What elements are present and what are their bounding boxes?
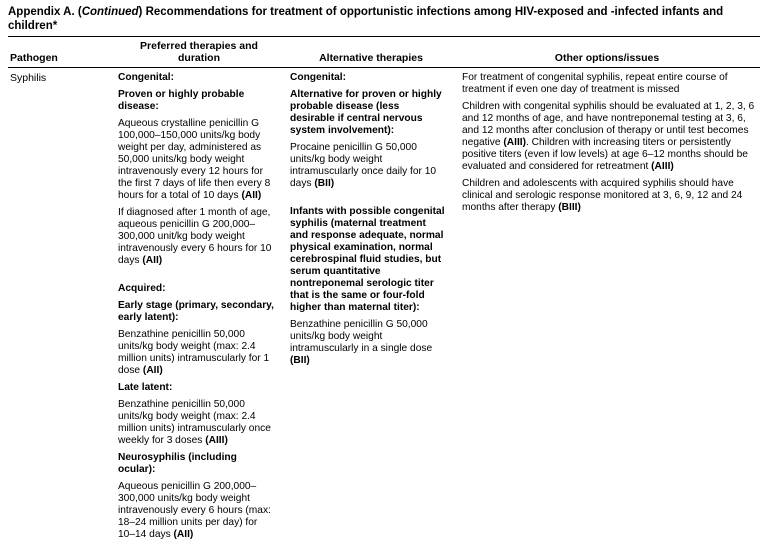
table-header-row	[8, 37, 760, 68]
therapy-heading: Congenital:	[290, 72, 347, 83]
therapy-paragraph: Benzathine penicillin 50,000 units/kg body weight (max: 2.4 million units) intramuscularly once weekly for 3 doses (AIII)	[118, 399, 271, 446]
therapy-heading: Infants with possible congenital syphilis (maternal treatment and response adequate, normal physical examination, normal cerebrospinal fluid studies, but serum quantitative nontreponemal serologic titer that is the same or four-fold higher than maternal titer):	[290, 206, 445, 313]
title-rest: ) Recommendations for treatment of opportunistic infections among HIV-exposed and -infected infants and children*	[8, 6, 724, 32]
therapy-paragraph: For treatment of congenital syphilis, repeat entire course of treatment if even one day of treatment is missed	[462, 72, 728, 95]
alternative-therapies-cell	[288, 68, 460, 546]
column-header-pathogen-label: Pathogen	[10, 51, 58, 64]
therapy-paragraph: Children and adolescents with acquired syphilis should have clinical and serologic response monitored at 3, 6, 9, 12 and 24 months after therapy (BIII)	[462, 178, 743, 213]
pathogen-name: Syphilis	[10, 72, 47, 84]
column-header-pathogen	[8, 37, 116, 67]
therapy-heading: Alternative for proven or highly probable disease (less desirable if central nervous system involvement):	[290, 89, 442, 136]
pathogen-cell	[8, 68, 116, 546]
column-header-other-options-label: Other options/issues	[554, 51, 660, 64]
table-row-syphilis	[8, 68, 760, 546]
therapy-heading: Acquired:	[118, 283, 166, 294]
other-options-cell	[460, 68, 760, 546]
therapy-heading: Neurosyphilis (including ocular):	[118, 452, 237, 475]
column-header-preferred-therapies-label: Preferred therapies and duration	[140, 40, 258, 64]
therapy-heading: Congenital:	[118, 72, 175, 83]
therapy-paragraph: Benzathine penicillin 50,000 units/kg body weight (max: 2.4 million units) intramuscularly for 1 dose (AII)	[118, 329, 270, 376]
therapy-paragraph: If diagnosed after 1 month of age, aqueous penicillin G 200,000–300,000 unit/kg body weight intravenously every 6 hours for 10 days (AII)	[118, 207, 272, 266]
title-prefix: Appendix A. (	[8, 6, 82, 18]
therapy-paragraph: Aqueous crystalline penicillin G 100,000–150,000 units/kg body weight per day, administered as 50,000 units/kg body weight intravenously every 12 hours for the first 7 days of life then every 8 hours for a total of 10 days (AII)	[118, 118, 271, 201]
column-header-alternative-therapies	[288, 37, 460, 67]
title-continued-label: Continued	[81, 6, 139, 18]
preferred-therapies-cell	[116, 68, 288, 546]
therapy-paragraph: Procaine penicillin G 50,000 units/kg body weight intramuscularly once daily for 10 days (BII)	[290, 142, 437, 189]
therapy-paragraph: Children with congenital syphilis should be evaluated at 1, 2, 3, 6 and 12 months of age, and have nontreponemal testing at 3, 6, and 12 months after conclusion of therapy or until test becomes negative (AIII). Children with increasing titers or persistently positive titers (even if low levels) at age 6–12 months should be evaluated and considered for retreatment (AIII)	[462, 101, 755, 172]
therapy-heading: Late latent:	[118, 382, 173, 393]
column-header-preferred-therapies	[116, 37, 288, 67]
page-title	[8, 6, 760, 37]
column-header-alternative-therapies-label: Alternative therapies	[319, 51, 423, 64]
therapy-heading: Proven or highly probable disease:	[118, 89, 245, 112]
therapy-paragraph: Aqueous penicillin G 200,000–300,000 units/kg body weight intravenously every 6 hours (max: 18–24 million units per day) for 10–14 days (AII)	[118, 481, 271, 540]
therapy-paragraph: Benzathine penicillin G 50,000 units/kg body weight intramuscularly in a single dose (BII)	[290, 319, 433, 366]
column-header-other-options	[460, 37, 760, 67]
therapy-heading: Early stage (primary, secondary, early latent):	[118, 300, 274, 323]
